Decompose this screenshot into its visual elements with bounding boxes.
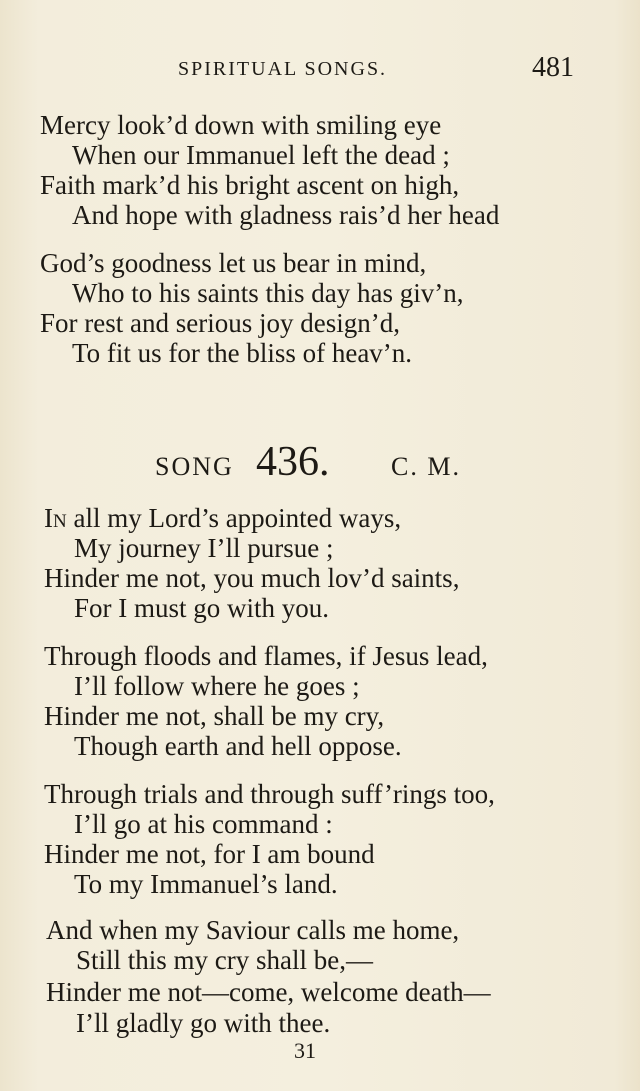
verse-line: Mercy look’d down with smiling eye <box>40 110 442 140</box>
verse-line: Who to his saints this day has giv’n, <box>72 278 464 308</box>
verse-line-first <box>44 503 401 533</box>
verse-line: Hinder me not—come, welcome death— <box>46 977 491 1007</box>
verse-line: I’ll gladly go with thee. <box>76 1008 331 1038</box>
song-label: SONG <box>155 452 234 481</box>
verse-line: My journey I’ll pursue ; <box>74 533 334 563</box>
verse-line: I’ll follow where he goes ; <box>74 671 360 701</box>
verse-line: Through floods and flames, if Jesus lead, <box>44 641 488 671</box>
song-number: 436. <box>256 439 330 485</box>
page-number: 481 <box>532 52 574 83</box>
verse-line: When our Immanuel left the dead ; <box>72 140 450 170</box>
verse-line: Hinder me not, shall be my cry, <box>44 701 385 731</box>
verse-line: Through trials and through suff’rings too, <box>44 779 495 809</box>
song-heading <box>0 438 640 488</box>
verse-line: For rest and serious joy design’d, <box>40 308 400 338</box>
verse-line: Hinder me not, for I am bound <box>44 839 375 869</box>
signature-mark: 31 <box>294 1038 316 1063</box>
running-header <box>0 52 640 86</box>
first-line-text: all my Lord’s appointed ways, <box>66 503 402 533</box>
verse-line: Faith mark’d his bright ascent on high, <box>40 170 460 200</box>
verse-line: I’ll go at his command : <box>74 809 333 839</box>
verse-line: And hope with gladness rais’d her head <box>72 200 500 230</box>
verse-line: Hinder me not, you much lov’d saints, <box>44 563 460 593</box>
running-title: SPIRITUAL SONGS. <box>178 58 388 80</box>
verse-line: Though earth and hell oppose. <box>74 731 402 761</box>
verse-line: And when my Saviour calls me home, <box>46 915 460 945</box>
verse-line: To my Immanuel’s land. <box>74 869 338 899</box>
verse-line: To fit us for the bliss of heav’n. <box>72 338 413 368</box>
drop-word: In <box>44 503 67 533</box>
verse-line: For I must go with you. <box>74 593 330 623</box>
verse-line: God’s goodness let us bear in mind, <box>40 248 427 278</box>
song-meter: C. M. <box>391 452 461 481</box>
verse-line: Still this my cry shall be,— <box>76 945 373 975</box>
